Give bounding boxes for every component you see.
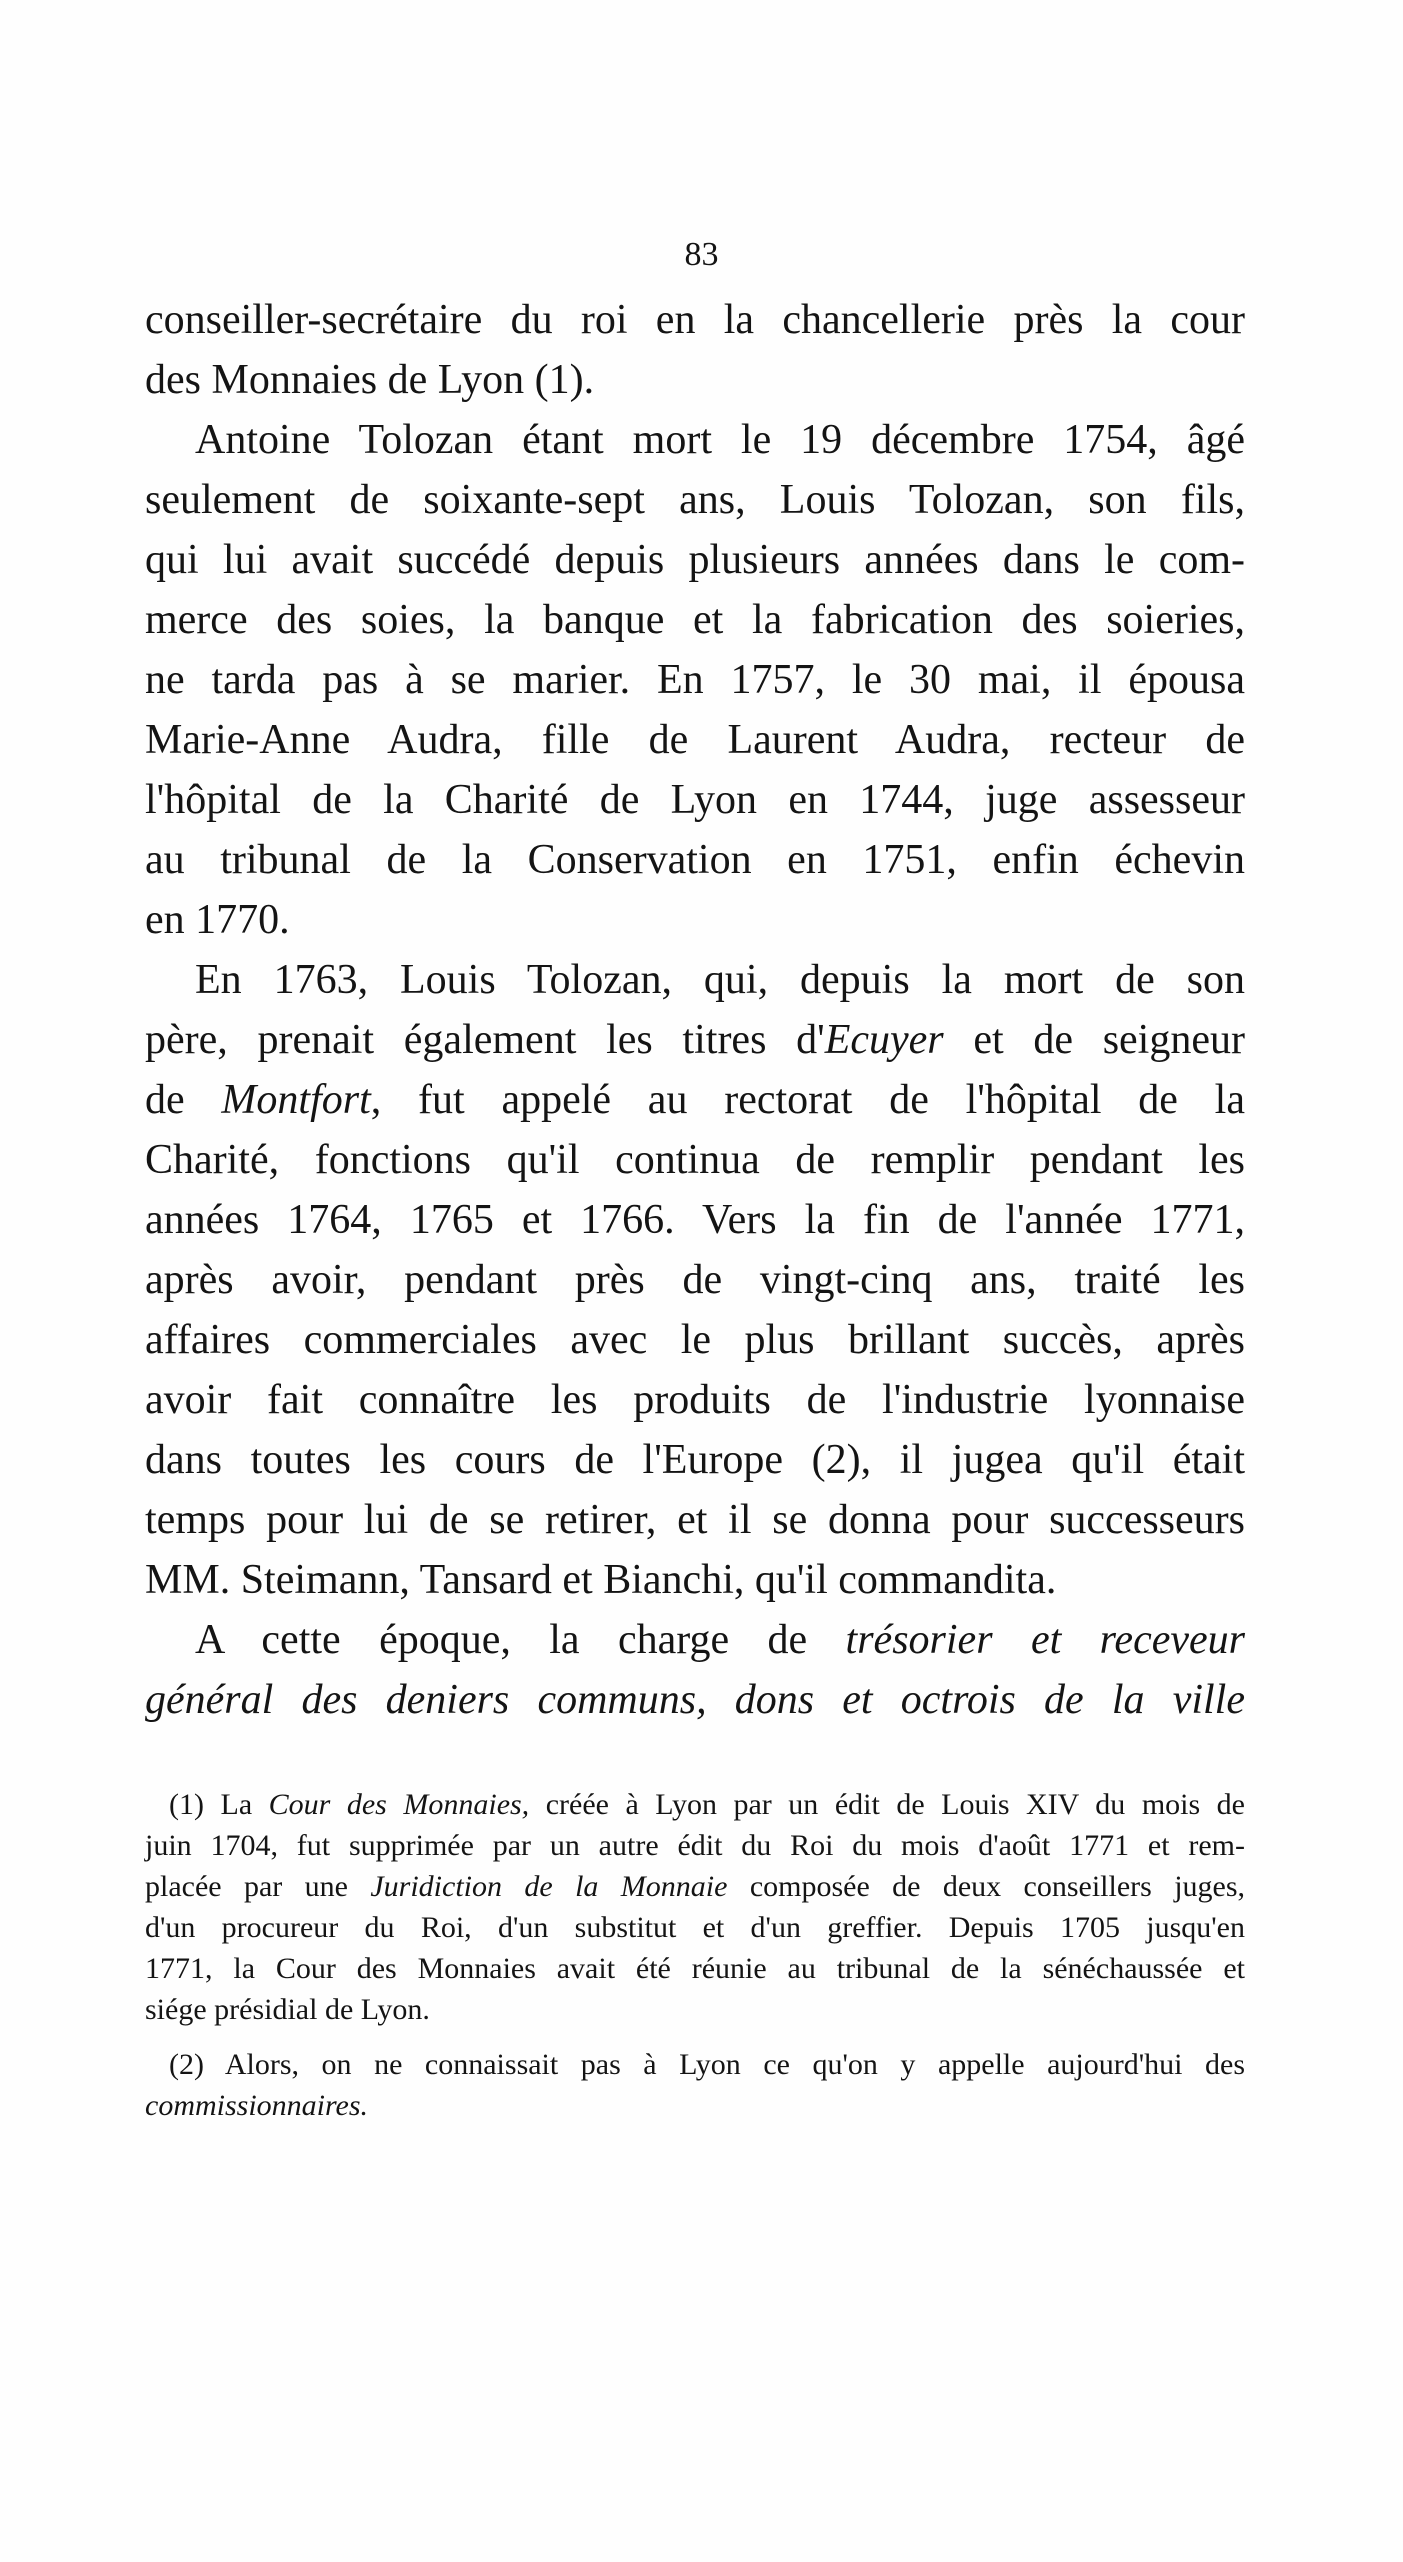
body-line	[145, 1610, 1245, 1670]
body-line	[145, 290, 1245, 350]
text-run: créée à Lyon par un édit de Louis XIV du mois de	[529, 1788, 1245, 1821]
text-run: (2) Alors, on ne connaissait pas à Lyon ce qu'on y appelle aujourd'hui des	[169, 2048, 1245, 2081]
text-run-italic: Montfort	[221, 1077, 371, 1123]
text-run: Charité, fonctions qu'il continua de remplir pendant les	[145, 1137, 1245, 1183]
text-run: en 1770.	[145, 897, 290, 943]
page-number: 83	[684, 236, 719, 273]
text-run-italic: Cour des Monnaies,	[268, 1788, 530, 1821]
body-line	[145, 1370, 1245, 1430]
footnote-line	[145, 1784, 1245, 1825]
text-run: conseiller-secrétaire du roi en la chancellerie près la cour	[145, 297, 1245, 343]
body-line	[145, 1310, 1245, 1370]
text-run: seulement de soixante-sept ans, Louis Tolozan, son fils,	[145, 477, 1245, 523]
footnote-line	[145, 1907, 1245, 1948]
footnote-line	[145, 1989, 1245, 2030]
body-line	[145, 530, 1245, 590]
footnotes	[145, 1784, 1245, 2126]
text-run: des Monnaies de Lyon (1).	[145, 357, 595, 403]
body-line	[145, 1130, 1245, 1190]
text-run: Marie-Anne Audra, fille de Laurent Audra, recteur de	[145, 717, 1245, 763]
body-line	[145, 1430, 1245, 1490]
text-run: de	[145, 1077, 222, 1123]
body-line	[145, 890, 1245, 950]
body-line	[145, 1490, 1245, 1550]
text-run-italic: commissionnaires.	[145, 2089, 369, 2122]
text-run-italic: général des deniers communs, dons et octrois de la ville	[145, 1677, 1245, 1723]
text-run: siége présidial de Lyon.	[145, 1993, 430, 2026]
footnote-line	[145, 1866, 1245, 1907]
body-line	[145, 470, 1245, 530]
body-line	[145, 950, 1245, 1010]
body-line	[145, 410, 1245, 470]
text-run: placée par une	[145, 1870, 371, 1903]
text-run-italic: trésorier et receveur	[845, 1617, 1245, 1663]
text-run: , fut appelé au rectorat de l'hôpital de la	[370, 1077, 1245, 1123]
footnote-line	[145, 2085, 1245, 2126]
text-run: d'un procureur du Roi, d'un substitut et d'un greffier. Depuis 1705 jusqu'en	[145, 1911, 1245, 1944]
body-line	[145, 770, 1245, 830]
text-run-italic: Juridiction de la Monnaie	[370, 1870, 728, 1903]
text-run: au tribunal de la Conservation en 1751, enfin échevin	[145, 837, 1245, 883]
text-run-italic: Ecuyer	[824, 1017, 944, 1063]
text-run: (1) La	[169, 1788, 269, 1821]
text-run: temps pour lui de se retirer, et il se donna pour successeurs	[145, 1497, 1245, 1543]
text-run: merce des soies, la banque et la fabrication des soieries,	[145, 597, 1245, 643]
text-run: ne tarda pas à se marier. En 1757, le 30 mai, il épousa	[145, 657, 1245, 703]
body-line	[145, 1190, 1245, 1250]
text-run: juin 1704, fut supprimée par un autre édit du Roi du mois d'août 1771 et rem-	[145, 1829, 1245, 1862]
text-run: qui lui avait succédé depuis plusieurs années dans le com-	[145, 537, 1245, 583]
footnote-line	[145, 2044, 1245, 2085]
text-run: MM. Steimann, Tansard et Bianchi, qu'il commandita.	[145, 1557, 1057, 1603]
text-run: après avoir, pendant près de vingt-cinq ans, traité les	[145, 1257, 1245, 1303]
body-line	[145, 650, 1245, 710]
body-line	[145, 830, 1245, 890]
body-line	[145, 1010, 1245, 1070]
text-run: années 1764, 1765 et 1766. Vers la fin de l'année 1771,	[145, 1197, 1245, 1243]
text-run: Antoine Tolozan étant mort le 19 décembre 1754, âgé	[195, 417, 1245, 463]
body-text	[145, 290, 1245, 1730]
body-line	[145, 590, 1245, 650]
body-line	[145, 350, 1245, 410]
text-run: père, prenait également les titres d'	[145, 1017, 825, 1063]
text-run: et de seigneur	[943, 1017, 1245, 1063]
body-line	[145, 710, 1245, 770]
body-line	[145, 1670, 1245, 1730]
text-run: 1771, la Cour des Monnaies avait été réunie au tribunal de la sénéchaussée et	[145, 1952, 1245, 1985]
body-line	[145, 1250, 1245, 1310]
body-line	[145, 1070, 1245, 1130]
text-run: A cette époque, la charge de	[195, 1617, 846, 1663]
text-run: composée de deux conseillers juges,	[727, 1870, 1246, 1903]
text-run: En 1763, Louis Tolozan, qui, depuis la mort de son	[195, 957, 1245, 1003]
text-run: l'hôpital de la Charité de Lyon en 1744, juge assesseur	[145, 777, 1245, 823]
footnote-line	[145, 1948, 1245, 1989]
footnote-line	[145, 1825, 1245, 1866]
footnote-gap	[145, 2030, 1245, 2044]
text-run: dans toutes les cours de l'Europe (2), il jugea qu'il était	[145, 1437, 1245, 1483]
text-run: avoir fait connaître les produits de l'industrie lyonnaise	[145, 1377, 1245, 1423]
body-line	[145, 1550, 1245, 1610]
text-run: affaires commerciales avec le plus brillant succès, après	[145, 1317, 1245, 1363]
